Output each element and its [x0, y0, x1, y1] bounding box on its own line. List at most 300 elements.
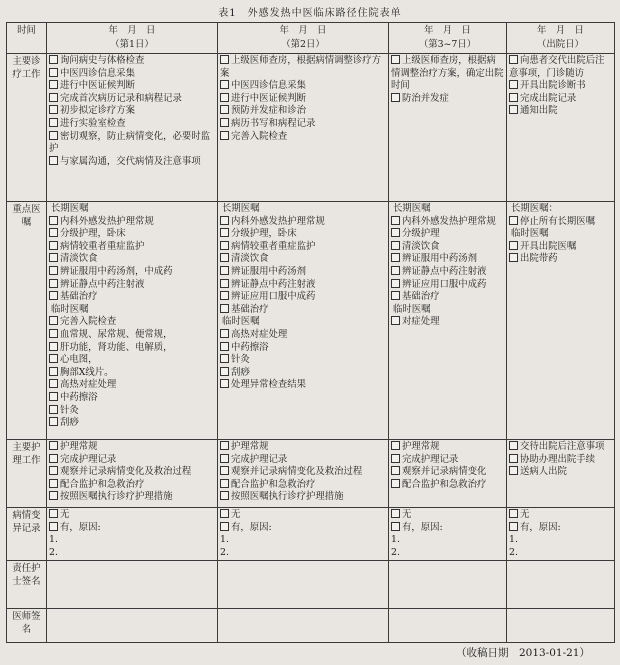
order-item[interactable]: [49, 291, 215, 304]
checkbox[interactable]: [49, 316, 58, 325]
checkbox[interactable]: [509, 241, 518, 250]
checkbox[interactable]: [49, 105, 58, 114]
checklist-item-label: 中医四诊信息采集: [60, 67, 136, 79]
variation-row: [7, 508, 615, 561]
checklist-item-label: 辨证应用口服中成药: [402, 278, 487, 290]
checklist-item-label: 针灸: [60, 404, 79, 416]
checkbox[interactable]: [220, 266, 229, 275]
order-item[interactable]: [49, 279, 215, 292]
checkbox[interactable]: [391, 228, 400, 237]
checklist-item-label: 血常规、尿常规、便常规，: [60, 328, 173, 340]
orders-day2-cell: [218, 202, 389, 440]
checklist-item-label: 预防并发症和诊治: [231, 105, 307, 117]
checkbox[interactable]: [49, 241, 58, 250]
checkbox[interactable]: [220, 491, 229, 500]
checkbox[interactable]: [49, 479, 58, 488]
checklist-item-label: 观察并记录病情变化及救治过程: [231, 466, 363, 478]
checkbox[interactable]: [509, 522, 518, 531]
checkbox[interactable]: [49, 156, 58, 165]
checklist-item[interactable]: [220, 491, 386, 504]
order-item[interactable]: [220, 216, 386, 229]
order-section-heading: 临时医嘱: [393, 303, 431, 315]
checklist-item-label: 无: [402, 509, 412, 520]
header-row: [7, 23, 615, 54]
checkbox[interactable]: [391, 253, 400, 262]
checklist-item-label: 内科外感发热护理常规: [402, 215, 496, 227]
variation-none-option[interactable]: [49, 509, 215, 522]
checklist-item-label: 对症处理: [402, 316, 440, 328]
checkbox[interactable]: [509, 105, 518, 114]
order-item[interactable]: [220, 342, 386, 355]
checkbox[interactable]: [391, 466, 400, 475]
checklist-item-label: 病历书写和病程记录: [231, 117, 316, 129]
checkbox[interactable]: [220, 279, 229, 288]
order-item[interactable]: [49, 417, 215, 430]
order-item[interactable]: [509, 216, 612, 229]
doctor-sign-day2[interactable]: [218, 609, 389, 643]
checklist-item-label: 初步拟定诊疗方案: [60, 105, 136, 117]
checklist-item-label: 与家属沟通，交代病情及注意事项: [60, 155, 201, 167]
order-item[interactable]: [49, 329, 215, 342]
checklist-item[interactable]: [220, 479, 386, 492]
checklist-item-label: 有，原因:: [520, 521, 561, 533]
checklist-item-label: 配合监护和急救治疗: [60, 478, 145, 490]
checklist-item[interactable]: [49, 93, 215, 106]
diagnosis-label: 主要诊疗工作: [7, 54, 47, 202]
doctor-sign-label: 医师签名: [7, 609, 47, 643]
order-item[interactable]: [49, 379, 215, 392]
checklist-item-label: 完成护理记录: [402, 453, 459, 465]
variation-none-option[interactable]: [391, 509, 504, 522]
checklist-item-label: 辨证服用中药汤剂: [402, 253, 478, 265]
checklist-item-label: 基础治疗: [231, 303, 269, 315]
checklist-item[interactable]: [49, 80, 215, 93]
nursing-discharge-cell: [507, 440, 615, 508]
checkbox[interactable]: [509, 454, 518, 463]
checklist-item[interactable]: [49, 105, 215, 118]
order-item[interactable]: [49, 392, 215, 405]
checklist-item[interactable]: [509, 466, 612, 479]
variation-reason-option[interactable]: [220, 522, 386, 535]
checkbox[interactable]: [220, 466, 229, 475]
diagnosis-day2-cell: [218, 54, 389, 202]
checklist-item[interactable]: [49, 131, 215, 156]
order-item[interactable]: [220, 379, 386, 392]
checklist-item-label: 基础治疗: [402, 291, 440, 303]
checklist-item-label: 有，原因:: [402, 521, 443, 533]
checklist-item-label: 进行中医证候判断: [231, 92, 307, 104]
checkbox[interactable]: [391, 316, 400, 325]
checkbox[interactable]: [509, 466, 518, 475]
variation-reason-line: 1.: [49, 534, 58, 546]
order-item[interactable]: [220, 291, 386, 304]
checklist-item-label: 无: [231, 509, 241, 520]
checkbox[interactable]: [220, 379, 229, 388]
doctor-sign-day1[interactable]: [47, 609, 218, 643]
checklist-item[interactable]: [49, 466, 215, 479]
checkbox[interactable]: [49, 417, 58, 426]
checklist-item-label: 病情较重者重症监护: [60, 240, 145, 252]
day-2-header: 年 月 日 （第2日）: [218, 23, 389, 54]
nursing-day1-cell: [47, 440, 218, 508]
diagnosis-discharge-cell: [507, 54, 615, 202]
checklist-item-label: 上级医师查房，根据病情调整诊疗方案: [220, 55, 382, 79]
order-section-heading: 临时医嘱: [222, 316, 260, 328]
checklist-item[interactable]: [49, 479, 215, 492]
checklist-item-label: 完善入院检查: [231, 130, 288, 142]
variation-reason-line: 1.: [391, 534, 400, 546]
checkbox[interactable]: [391, 216, 400, 225]
checklist-item-label: 向患者交代出院后注意事项，门诊随访: [509, 55, 605, 79]
checklist-item-label: 完善入院检查: [60, 316, 117, 328]
checkbox[interactable]: [220, 93, 229, 102]
checklist-item[interactable]: [509, 93, 612, 106]
checklist-item-label: 配合监护和急救治疗: [402, 478, 487, 490]
nurse-sign-day1[interactable]: [47, 561, 218, 609]
checklist-item-label: 停止所有长期医嘱: [520, 215, 596, 227]
variation-reason-option[interactable]: [391, 522, 504, 535]
checkbox[interactable]: [391, 266, 400, 275]
checkbox[interactable]: [49, 367, 58, 376]
checklist-item-label: 分级护理，卧床: [231, 228, 297, 240]
orders-day3-cell: [389, 202, 507, 440]
received-date: （收稿日期 2013-01-21）: [455, 647, 590, 659]
checklist-item[interactable]: [220, 131, 386, 144]
order-item[interactable]: [220, 228, 386, 241]
order-item[interactable]: [49, 228, 215, 241]
order-item[interactable]: [49, 216, 215, 229]
checkbox[interactable]: [391, 479, 400, 488]
checklist-item[interactable]: [220, 466, 386, 479]
checkbox[interactable]: [220, 228, 229, 237]
checklist-item-label: 护理常规: [402, 441, 440, 452]
nursing-row: [7, 440, 615, 508]
variation-reason-option[interactable]: [49, 522, 215, 535]
checklist-item-label: 辨证静点中药注射液: [402, 265, 487, 277]
checklist-item[interactable]: [391, 466, 504, 479]
checkbox[interactable]: [49, 441, 58, 450]
checkbox[interactable]: [49, 80, 58, 89]
checkbox[interactable]: [49, 93, 58, 102]
orders-row: [7, 202, 615, 440]
checklist-item-label: 辨证服用中药汤剂: [231, 265, 307, 277]
checkbox[interactable]: [220, 304, 229, 313]
nurse-sign-day2[interactable]: [218, 561, 389, 609]
checkbox[interactable]: [391, 55, 400, 64]
doctor-sign-discharge[interactable]: [507, 609, 615, 643]
checkbox[interactable]: [49, 466, 58, 475]
checkbox[interactable]: [509, 509, 518, 518]
checkbox[interactable]: [220, 522, 229, 531]
checkbox[interactable]: [220, 105, 229, 114]
checkbox[interactable]: [220, 354, 229, 363]
checkbox[interactable]: [391, 93, 400, 102]
variation-reason-option[interactable]: [509, 522, 612, 535]
checklist-item-label: 上级医师查房，根据病情调整治疗方案，确定出院时间: [391, 55, 504, 92]
checklist-item-label: 观察并记录病情变化及救治过程: [60, 466, 192, 478]
checkbox[interactable]: [49, 291, 58, 300]
checklist-item-label: 内科外感发热护理常规: [60, 215, 154, 227]
checkbox[interactable]: [220, 241, 229, 250]
checklist-item[interactable]: [49, 118, 215, 131]
order-item[interactable]: [509, 253, 612, 266]
variation-day2-cell: [218, 508, 389, 561]
variation-none-option[interactable]: [509, 509, 612, 522]
variation-reason-line: 2.: [509, 546, 518, 558]
checklist-item-label: 辨证静点中药注射液: [231, 278, 316, 290]
checkbox[interactable]: [391, 509, 400, 518]
variation-reason-line: 1.: [509, 534, 518, 546]
day-1-header: 年 月 日 （第1日）: [47, 23, 218, 54]
order-item[interactable]: [220, 241, 386, 254]
checklist-item[interactable]: [49, 491, 215, 504]
order-item[interactable]: [391, 216, 504, 229]
checkbox[interactable]: [220, 131, 229, 140]
order-section-heading: 长期医嘱：: [511, 203, 558, 214]
checklist-item-label: 完成首次病历记录和病程记录: [60, 92, 182, 104]
checklist-item-label: 分级护理，卧床: [60, 228, 126, 240]
order-item[interactable]: [220, 367, 386, 380]
diagnosis-day3-cell: [389, 54, 507, 202]
checklist-item[interactable]: [49, 441, 215, 454]
checklist-item[interactable]: [220, 441, 386, 454]
checkbox[interactable]: [509, 93, 518, 102]
checkbox[interactable]: [220, 80, 229, 89]
checklist-item[interactable]: [220, 93, 386, 106]
checkbox[interactable]: [220, 329, 229, 338]
checklist-item-label: 进行中医证候判断: [60, 80, 136, 92]
checklist-item-label: 有，原因:: [231, 521, 272, 533]
checkbox[interactable]: [49, 68, 58, 77]
order-item[interactable]: [49, 266, 215, 279]
order-item[interactable]: [49, 354, 215, 367]
nursing-label: 主要护理工作: [7, 440, 47, 508]
nursing-day3-cell: [389, 440, 507, 508]
variation-reason-line: 2.: [49, 546, 58, 558]
order-item[interactable]: [391, 291, 504, 304]
checklist-item[interactable]: [220, 80, 386, 93]
order-section-heading: 长期医嘱: [51, 203, 89, 214]
checklist-item-label: 完成出院记录: [520, 92, 577, 104]
checklist-item[interactable]: [391, 93, 504, 106]
nurse-sign-day3[interactable]: [389, 561, 507, 609]
checkbox[interactable]: [509, 253, 518, 262]
checklist-item-label: 胸部X线片。: [60, 366, 114, 378]
checklist-item[interactable]: [220, 454, 386, 467]
checklist-item-label: 基础治疗: [60, 291, 98, 303]
variation-discharge-cell: [507, 508, 615, 561]
checklist-item[interactable]: [49, 68, 215, 81]
checklist-item[interactable]: [49, 156, 215, 169]
diagnosis-row: [7, 54, 615, 202]
order-item[interactable]: [391, 228, 504, 241]
checklist-item-label: 肝功能，肾功能、电解质，: [60, 341, 173, 353]
checkbox[interactable]: [49, 253, 58, 262]
variation-reason-line: 2.: [391, 546, 400, 558]
order-section-heading: 长期医嘱: [222, 203, 260, 214]
checkbox[interactable]: [220, 118, 229, 127]
checklist-item-label: 开具出院医嘱: [520, 240, 577, 252]
day-3-7-header: 年 月 日 （第3~7日）: [389, 23, 507, 54]
checklist-item-label: 通知出院: [520, 105, 558, 117]
checkbox[interactable]: [220, 291, 229, 300]
diagnosis-day1-cell: [47, 54, 218, 202]
order-item[interactable]: [220, 279, 386, 292]
nurse-sign-label: 责任护士签名: [7, 561, 47, 609]
checkbox[interactable]: [391, 279, 400, 288]
order-item[interactable]: [220, 304, 386, 317]
table-title: 表1 外感发热中医临床路径住院表单: [218, 8, 402, 19]
discharge-day-header: 年 月 日 （出院日）: [507, 23, 615, 54]
checkbox[interactable]: [49, 329, 58, 338]
checklist-item[interactable]: [391, 441, 504, 454]
clinical-pathway-table: [6, 22, 615, 643]
checkbox[interactable]: [220, 55, 229, 64]
checkbox[interactable]: [509, 216, 518, 225]
checklist-item-label: 按照医嘱执行诊疗护理措施: [60, 491, 173, 503]
nursing-day2-cell: [218, 440, 389, 508]
order-item[interactable]: [509, 241, 612, 254]
checklist-item-label: 观察并记录病情变化: [402, 466, 487, 478]
checklist-item[interactable]: [49, 454, 215, 467]
checklist-item-label: 防治并发症: [402, 92, 449, 104]
checkbox[interactable]: [49, 266, 58, 275]
checkbox[interactable]: [391, 441, 400, 450]
checklist-item-label: 清淡饮食: [60, 253, 98, 265]
time-header: 时间: [7, 23, 47, 54]
checkbox[interactable]: [49, 454, 58, 463]
nurse-sign-discharge[interactable]: [507, 561, 615, 609]
order-item[interactable]: [49, 342, 215, 355]
checklist-item[interactable]: [509, 441, 612, 454]
checkbox[interactable]: [49, 342, 58, 351]
checklist-item-label: 密切观察，防止病情变化，必要时监护: [49, 130, 211, 155]
checklist-item-label: 刮痧: [231, 366, 250, 378]
checkbox[interactable]: [391, 241, 400, 250]
checklist-item[interactable]: [220, 105, 386, 118]
checklist-item-label: 完成护理记录: [231, 453, 288, 465]
checkbox[interactable]: [391, 522, 400, 531]
checkbox[interactable]: [49, 118, 58, 127]
doctor-sign-row: [7, 609, 615, 643]
checkbox[interactable]: [509, 80, 518, 89]
order-item[interactable]: [391, 279, 504, 292]
checklist-item-label: 高热对症处理: [231, 328, 288, 340]
checklist-item[interactable]: [220, 55, 386, 80]
checkbox[interactable]: [391, 291, 400, 300]
checklist-item-label: 清淡饮食: [402, 240, 440, 252]
order-item[interactable]: [391, 253, 504, 266]
order-item[interactable]: [220, 266, 386, 279]
order-item[interactable]: [49, 253, 215, 266]
checkbox[interactable]: [49, 392, 58, 401]
order-item[interactable]: [49, 367, 215, 380]
checkbox[interactable]: [49, 279, 58, 288]
checklist-item[interactable]: [509, 105, 612, 118]
checklist-item-label: 配合监护和急救治疗: [231, 478, 316, 490]
checklist-item-label: 内科外感发热护理常规: [231, 215, 325, 227]
checklist-item-label: 处理异常检查结果: [231, 379, 307, 391]
checkbox[interactable]: [220, 342, 229, 351]
checkbox[interactable]: [220, 253, 229, 262]
checkbox[interactable]: [220, 454, 229, 463]
order-item[interactable]: [49, 405, 215, 418]
checkbox[interactable]: [49, 354, 58, 363]
checklist-item[interactable]: [391, 479, 504, 492]
variation-reason-line: 2.: [220, 546, 229, 558]
checkbox[interactable]: [49, 379, 58, 388]
checklist-item-label: 病情较重者重症监护: [231, 240, 316, 252]
checkbox[interactable]: [49, 131, 58, 140]
checklist-item-label: 协助办理出院手续: [520, 453, 596, 465]
variation-none-option[interactable]: [220, 509, 386, 522]
checkbox[interactable]: [220, 509, 229, 518]
checkbox[interactable]: [49, 491, 58, 500]
order-item[interactable]: [391, 316, 504, 329]
checklist-item-label: 护理常规: [60, 441, 98, 452]
checklist-item[interactable]: [391, 55, 504, 93]
order-item[interactable]: [391, 266, 504, 279]
checklist-item-label: 高热对症处理: [60, 379, 117, 391]
variation-day1-cell: [47, 508, 218, 561]
checkbox[interactable]: [509, 55, 518, 64]
doctor-sign-day3[interactable]: [389, 609, 507, 643]
checklist-item-label: 刮痧: [60, 417, 79, 429]
checklist-item-label: 心电图，: [60, 354, 98, 366]
checklist-item-label: 送病人出院: [520, 466, 567, 478]
checklist-item[interactable]: [509, 55, 612, 80]
checklist-item[interactable]: [509, 80, 612, 93]
checklist-item-label: 进行实验室检查: [60, 117, 126, 129]
order-item[interactable]: [220, 253, 386, 266]
checklist-item-label: 护理常规: [231, 441, 269, 452]
checkbox[interactable]: [49, 405, 58, 414]
order-item[interactable]: [49, 316, 215, 329]
checkbox[interactable]: [220, 441, 229, 450]
orders-day1-cell: [47, 202, 218, 440]
checkbox[interactable]: [49, 509, 58, 518]
checklist-item-label: 完成护理记录: [60, 453, 117, 465]
checkbox[interactable]: [220, 216, 229, 225]
variation-reason-line: 1.: [220, 534, 229, 546]
checklist-item-label: 按照医嘱执行诊疗护理措施: [231, 491, 344, 503]
orders-discharge-cell: [507, 202, 615, 440]
checkbox[interactable]: [49, 55, 58, 64]
checkbox[interactable]: [391, 454, 400, 463]
checklist-item[interactable]: [509, 454, 612, 467]
order-item[interactable]: [49, 241, 215, 254]
checkbox[interactable]: [220, 367, 229, 376]
checkbox[interactable]: [49, 216, 58, 225]
checklist-item-label: 无: [60, 509, 70, 520]
order-item[interactable]: [391, 241, 504, 254]
checklist-item-label: 辨证应用口服中成药: [231, 291, 316, 303]
checklist-item-label: 分级护理: [402, 228, 440, 240]
checklist-item[interactable]: [49, 55, 215, 68]
order-item[interactable]: [220, 354, 386, 367]
checklist-item[interactable]: [391, 454, 504, 467]
variation-label: 病情变异记录: [7, 508, 47, 561]
checkbox[interactable]: [49, 522, 58, 531]
checkbox[interactable]: [509, 441, 518, 450]
order-section-heading: 长期医嘱: [393, 203, 431, 214]
checkbox[interactable]: [220, 479, 229, 488]
checklist-item-label: 开具出院诊断书: [520, 80, 586, 92]
checkbox[interactable]: [49, 228, 58, 237]
checklist-item-label: 辨证服用中药汤剂，中成药: [60, 265, 173, 277]
order-item[interactable]: [220, 329, 386, 342]
checklist-item[interactable]: [220, 118, 386, 131]
